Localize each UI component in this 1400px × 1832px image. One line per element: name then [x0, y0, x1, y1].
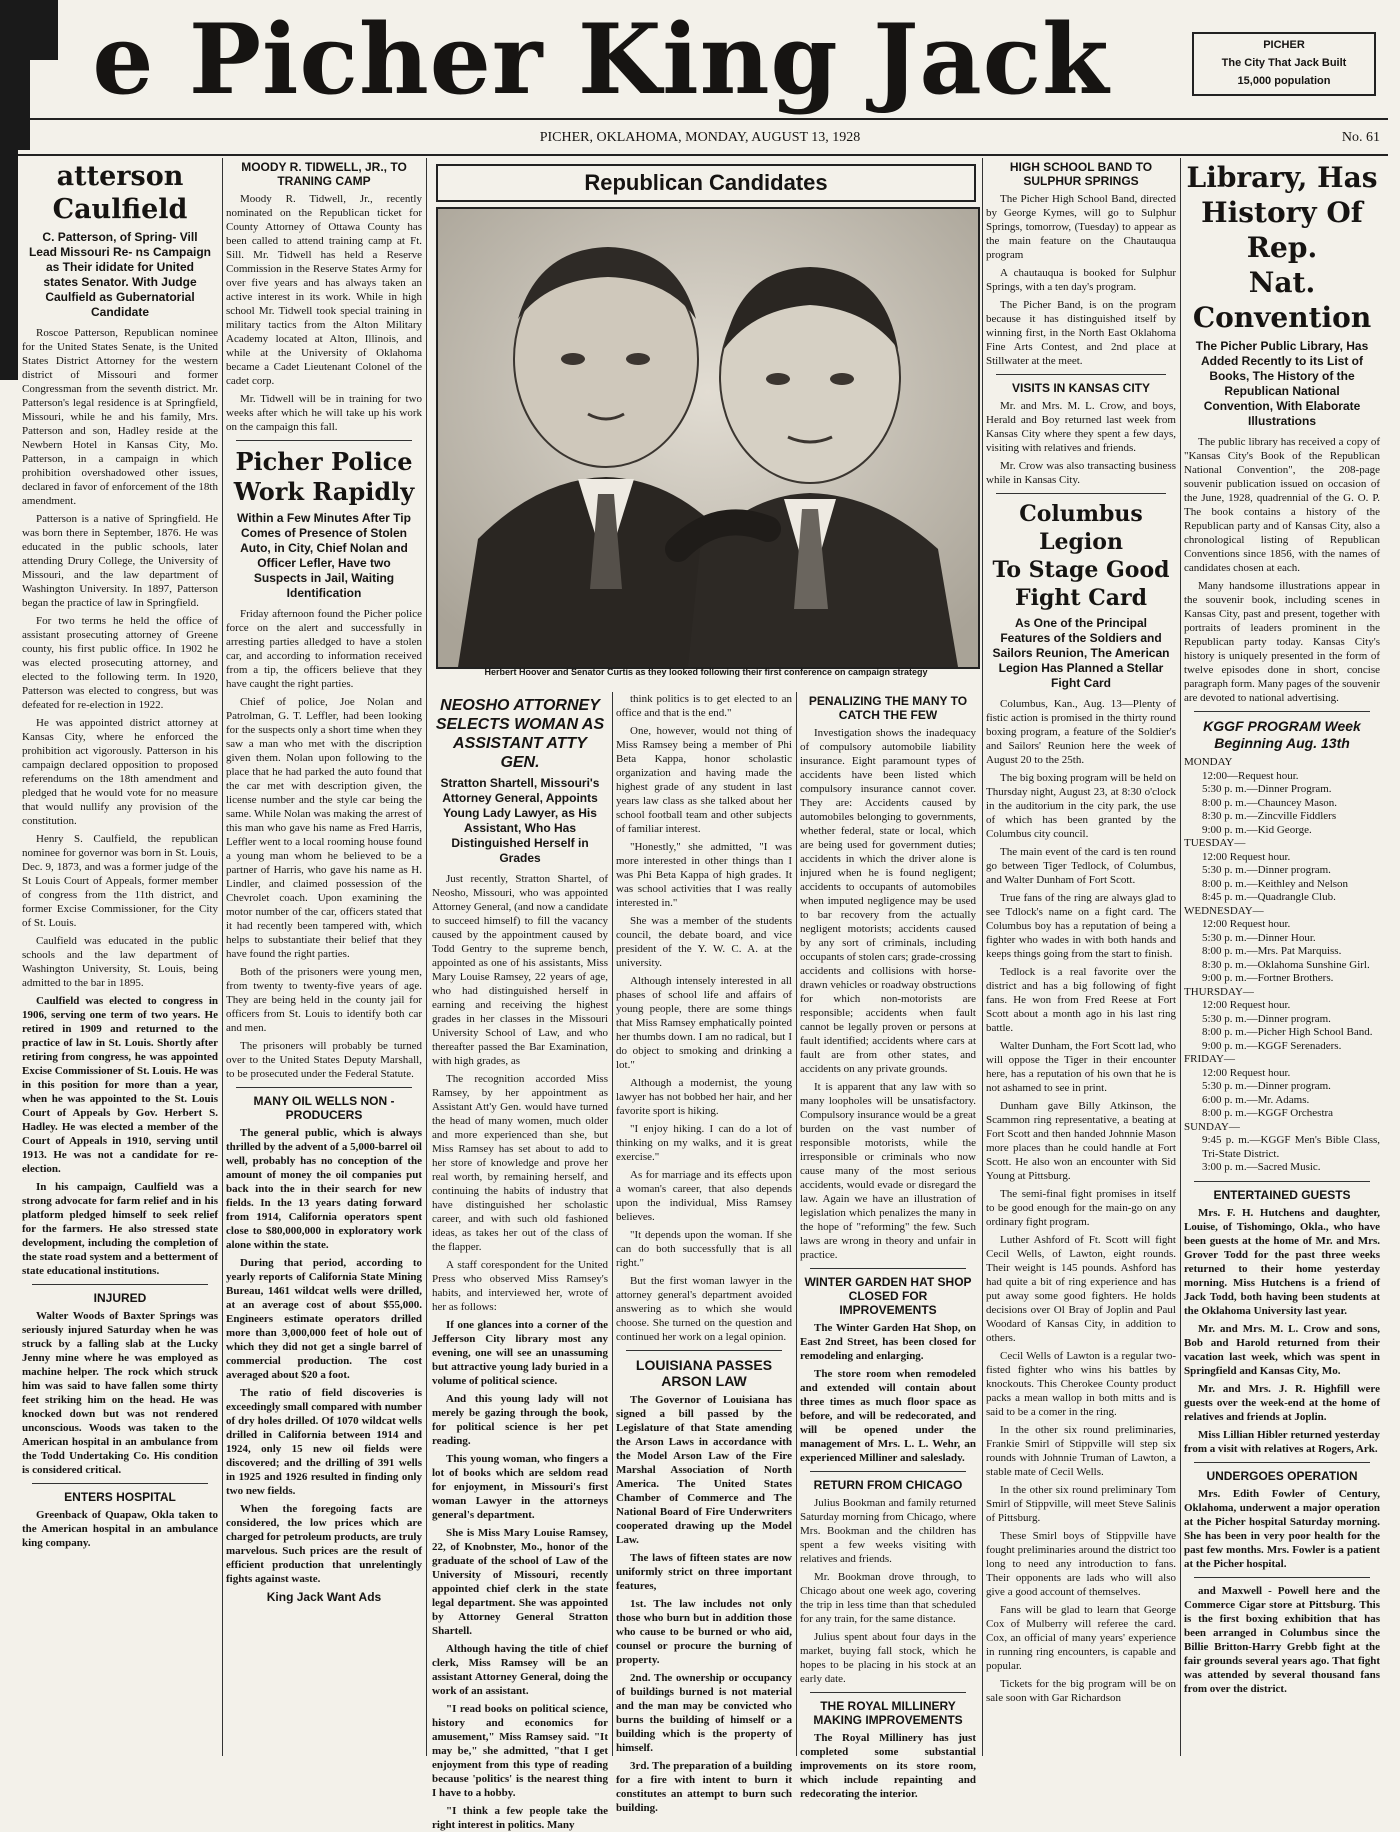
divider — [1194, 1181, 1370, 1182]
schedule-day: MONDAY — [1184, 756, 1233, 768]
paragraph: This young woman, who fingers a lot of books which are seldom read for enjoyment, in Missouri's first woman Lawyer in the attorneys general's department. — [432, 1453, 608, 1521]
paragraph: Friday afternoon found the Picher police force on the alert and successfully in arresting parties alledged to have a stolen car, and according to information received from a tip, the officers believe that they have caught the right parties. — [226, 608, 422, 690]
paragraph: Mr. Bookman drove through, to Chicago about one week ago, covering the trip in less time than that scheduled for any train, for the same distance. — [800, 1571, 976, 1625]
paragraph: Although a modernist, the young lawyer has not bobbed her hair, and her favorite sport is hiking. — [616, 1077, 792, 1117]
masthead — [0, 0, 1400, 118]
paragraph: The semi-final fight promises in itself to be good enough for the main-go on any ordinary fight program. — [986, 1188, 1176, 1228]
paragraph: These Smirl boys of Stippville have fought preliminaries around the district too long to need any introduction to fans. Their opponents are lads who will also give a good account of themselves. — [986, 1530, 1176, 1598]
headline-band: HIGH SCHOOL BAND TO SULPHUR SPRINGS — [1009, 160, 1153, 188]
column-rule — [222, 158, 223, 1756]
column-penalizing — [800, 692, 976, 1800]
paragraph: Chief of police, Joe Nolan and Patrolman, G. T. Leffler, had been looking for the suspects only a short time when they saw a man who met with the discription given them. Nolan upon following to the place that he had parked the auto found that the car met with description given, the license number and the style car being the same. While Nolan was making the arrest of this man who gave his name as Fred Harris, Leffler went to a local rooming house found a young man whom he believed to be a partner of Harris, who gave his name as H. Lindler, and claimed possession of the Chevrolet coach. Upon examining the motor number of the car, officers stated that it had recently been tampered with, which helps to substantiate their belief that they have found the right parties. — [226, 696, 422, 960]
headline-guests: ENTERTAINED GUESTS — [1213, 1187, 1351, 1202]
paragraph: The Picher Band, is on the program because it has distinguished itself by winning first, in the North East Oklahoma Fine Arts Contest, and 2nd place at Stillwater at the meet. — [986, 299, 1176, 367]
headline-penalizing: PENALIZING THE MANY TO CATCH THE FEW — [808, 694, 968, 722]
paragraph: Moody R. Tidwell, Jr., recently nominated on the Republican ticket for County Attorney of Ottawa County has been called to attend training camp at Ft. Sill. Mr. Tidwell has held a Reserve Commission in the Reserve States Army for over five years and has always taken an active interest in its work. While in high school Mr. Tidwell took special training in military tactics from the Alton Military Academy located at Alton, Illinois, and while at the University of Oklahoma became a Cadet Lieutenant Colonel of the cadet corp. — [226, 193, 422, 387]
paragraph: The recognition accorded Miss Ramsey, by her appointment as Assistant Att'y Gen. would have turned the head of many women, much older and more experienced than she, but Miss Ramsey has set about to add to her store of knowledge and prove her real worth, by remaining herself, and continuing the habits of industry that have distinguished her scholastic career, and with such old fashioned ideas, as takes her out of the class of the flapper. — [432, 1073, 608, 1253]
schedule-item: 12:00 Request hour. — [1202, 850, 1291, 863]
divider — [996, 493, 1166, 494]
column-rule — [426, 158, 427, 1756]
dateline-text: PICHER, OKLAHOMA, MONDAY, AUGUST 13, 1928 — [539, 130, 861, 145]
schedule-item: 8:30 p. m.—Oklahoma Sunshine Girl. — [1202, 958, 1370, 971]
schedule-item: 8:00 p. m.—Keithley and Nelson — [1202, 877, 1349, 890]
headline-neosho: NEOSHO ATTORNEY SELECTS WOMAN AS ASSISTANT ATTY GEN. — [435, 697, 605, 771]
column-rule — [612, 692, 613, 1756]
kggf-schedule — [1184, 756, 1380, 1175]
headline-line: Library, Has — [1186, 161, 1378, 194]
ear-box — [1192, 32, 1376, 96]
column-neosho — [432, 692, 608, 1831]
paragraph: Julius spent about four days in the market, buying fall stock, which he hopes to be placing in his stock at an early date. — [800, 1631, 976, 1685]
issue-number: No. 61 — [1341, 130, 1380, 145]
headline-republican-candidates: Republican Candidates — [436, 164, 976, 202]
ear-line: 15,000 population — [1237, 75, 1331, 87]
deck-legion: As One of the Principal Features of the Soldiers and Sailors Reunion, The American Legion Has Planned a Stellar Fight Card — [992, 616, 1170, 690]
paper-tear — [0, 150, 18, 380]
paragraph: Luther Ashford of Ft. Scott will fight Cecil Wells, of Lawton, eight rounds. Their weight is 145 pounds. Ashford has had quite a bit of ring experience and has put away some good fighters. He holds decisions over Ol Bray of Joplin and Paul Woodard of Kansas City, in addition to others. — [986, 1234, 1176, 1344]
schedule-item: 6:00 p. m.—Mr. Adams. — [1202, 1093, 1310, 1106]
paragraph: In his campaign, Caulfield was a strong advocate for farm relief and in his platform pledged himself to seek relief for the farmers. He also stressed state development, including the completion of the state road system and a betterment of state educational institutions. — [22, 1181, 218, 1277]
paragraph: Mr. and Mrs. M. L. Crow, and boys, Herald and Boy returned last week from Kansas City where they spent a few days, visiting with relatives and friends. — [986, 400, 1176, 454]
column-library-kggf — [1184, 158, 1380, 1756]
headline-tidwell: MOODY R. TIDWELL, JR., TO TRANING CAMP — [241, 160, 407, 188]
article-patterson — [22, 326, 218, 1278]
newspaper-title: e Picher King Jack — [92, 3, 1110, 116]
headline-line: Work Rapidly — [233, 477, 415, 506]
headline-line: To Stage Good — [992, 557, 1170, 583]
paragraph: Tickets for the big program will be on sale soon with Gar Richardson — [986, 1678, 1176, 1704]
paragraph: She was a member of the students council, the debate board, and vice president of the Y. W. C. A. at the university. — [616, 915, 792, 969]
divider — [626, 1350, 782, 1351]
photo-hoover-curtis — [436, 207, 980, 669]
divider — [996, 374, 1166, 375]
divider — [236, 1087, 412, 1088]
paragraph: Walter Dunham, the Fort Scott lad, who will oppose the Tiger in their encounter here, has a reputation of his own that he is not ashamed to see in print. — [986, 1040, 1176, 1094]
footer-want-ads: King Jack Want Ads — [266, 1590, 382, 1604]
column-rule — [982, 158, 983, 1756]
headline-arson: LOUISIANA PASSES ARSON LAW — [635, 1357, 773, 1389]
headline-kggf: KGGF PROGRAM Week Beginning Aug. 13th — [1203, 718, 1361, 751]
schedule-item: 8:00 p. m.—KGGF Orchestra — [1202, 1107, 1334, 1119]
paragraph: But the first woman lawyer in the attorney general's department avoided answering as to which she would choose. She turned on the question and continued her work on a legal opinion. — [616, 1275, 792, 1343]
paragraph: Mr. and Mrs. J. R. Highfill were guests over the week-end at the home of relatives and friends at Joplin. — [1184, 1382, 1380, 1423]
paragraph: Miss Lillian Hibler returned yesterday from a visit with relatives at Rogers, Ark. — [1184, 1428, 1380, 1455]
headline-injured: INJURED — [93, 1291, 147, 1305]
schedule-day: FRIDAY— — [1184, 1053, 1235, 1065]
schedule-item: 3:00 p. m.—Sacred Music. — [1202, 1161, 1321, 1173]
headline-library — [1184, 160, 1380, 335]
paragraph: Cecil Wells of Lawton is a regular two-fisted fighter who wins his battles by knockouts. This Cherokee County product packs a mean wallop in both mitts and is said to be a comer in the ring. — [986, 1350, 1176, 1418]
paragraph: The big boxing program will be held on Thursday night, August 23, at 8:30 o'clock in the auditorium in the city park, the use of which has been granted by the Columbus city council. — [986, 772, 1176, 840]
divider — [1194, 711, 1370, 712]
paragraph: Caulfield was educated in the public schools and the law department of Washington University, St. Louis, being admitted to the bar in 1895. — [22, 935, 218, 989]
deck-police: Within a Few Minutes After Tip Comes of Presence of Stolen Auto, in City, Chief Nolan and Officer Lefler, Have two Suspects in Jail, Waiting Identification — [237, 511, 411, 600]
paragraph: During that period, according to yearly reports of California State Mining Bureau, 1461 wildcat wells were drilled, at an average cost of about $55,000. Engineers estimate operators drilled more than 3,000,000 feet of hole out of which they did not get a single barrel of commercial production. The cost averaged about $20 a foot. — [226, 1257, 422, 1381]
paragraph: The ratio of field discoveries is exceedingly small compared with number of dry holes drilled. Of 1070 wildcat wells drilled in California between 1914 and 1924, only 15 new oil fields were discovered; and the drilling of 391 wells in 1925 and 1926 resulted in finding only two new fields. — [226, 1387, 422, 1497]
paragraph: A chautauqua is booked for Sulphur Springs, with a ten day's program. — [986, 267, 1176, 293]
paragraph: Patterson is a native of Springfield. He was born there in September, 1876. He was educated in the public schools, later attending Drury College, the University of Missouri, and the law department of Washington University. In 1897, Patterson began the practice of law in Springfield. — [22, 513, 218, 609]
schedule-day: TUESDAY— — [1184, 837, 1246, 849]
headline-police — [226, 447, 422, 507]
paper-tear — [0, 0, 30, 150]
schedule-item: 12:00 Request hour. — [1202, 918, 1291, 930]
paragraph: He was appointed district attorney at Kansas City, where he enforced the prohibition act vigorously. Patterson in his campaign declared opposition to proposed referendums on the 18th amendment and pledged that he would vote for no measure that would nullify any provision of the constitution. — [22, 717, 218, 827]
schedule-item: 8:00 p. m.—Mrs. Pat Marquiss. — [1202, 945, 1342, 957]
paragraph: Mrs. Edith Fowler of Century, Oklahoma, underwent a major operation at the Picher hospital Saturday morning. She has been in very poor health for the past few months. Mrs. Fowler is a patient at the Picher hospital. — [1184, 1487, 1380, 1570]
photo-caption: Herbert Hoover and Senator Curtis as they looked following their first conference on campaign strategy — [484, 667, 928, 677]
paragraph: think politics is to get elected to an office and that is the end." — [616, 693, 792, 719]
headline-line: Picher Police — [235, 447, 413, 476]
paragraph: Julius Bookman and family returned Saturday morning from Chicago, where Mrs. Bookman and the children has spent a few weeks visiting with relatives and friends. — [800, 1497, 976, 1565]
paragraph: If one glances into a corner of the Jefferson City library most any evening, one will see an unassuming but attractive young lady buried in a volume of political science. — [432, 1319, 608, 1387]
paragraph: Henry S. Caulfield, the republican nominee for governor was born in St. Louis, Dec. 9, 1873, and was a former judge of the St Louis Court of Appeals, former member of congress from the 11th district, and former Excise Commissioner, for the City of St. Louis. — [22, 833, 218, 929]
paragraph: Many handsome illustrations appear in the souvenir book, including scenes in Kansas City, past and present, together with portraits of leaders prominent in the Republican party today. Kansas City's history is uniquely presented in the form of twelve episodes done in short, concise paragraph form. Many pages of the souvenir are devoted to national advertising. — [1184, 580, 1380, 704]
paragraph: "I enjoy hiking. I can do a lot of thinking on my walks, and it is great exercise." — [616, 1123, 792, 1163]
paragraph: She is Miss Mary Louise Ramsey, 22, of Knobnster, Mo., honor of the graduate of the school of Law of the University of Missouri, recently appointed chief clerk in the state legal department. She was appointed by Attorney General Stratton Shartell. — [432, 1527, 608, 1637]
schedule-item: 8:00 p. m.—Chauncey Mason. — [1202, 796, 1338, 809]
paragraph: Mr. Tidwell will be in training for two weeks after which he will take up his work on the campaign this fall. — [226, 393, 422, 433]
paragraph: Tedlock is a real favorite over the district and has a big following of fight fans. He won from Fred Reese at Fort Scott about a month ago in his last ring battle. — [986, 966, 1176, 1034]
schedule-day: THURSDAY— — [1184, 985, 1254, 998]
column-rule — [796, 692, 797, 1756]
column-patterson — [22, 158, 218, 1756]
paragraph: The laws of fifteen states are now uniformly strict on three important features, — [616, 1552, 792, 1592]
paragraph: For two terms he held the office of assistant prosecuting attorney of Greene county, his first public office. In 1902 he was elected prosecuting attorney, and elected to the following term. In 1920, Patterson was elected to congress, but was defeated for re-election in 1922. — [22, 615, 218, 711]
paragraph: The public library has received a copy of "Kansas City's Book of the Republican National Convention", the 208-page souvenir publication issued on occasion of the June, 1928, quadrennial of the G. O. P. The book contains a history of the Republican party and of Kansas City, also a chronological listing of Republican Conventions since 1856, with the names of candidates chosen at each. — [1184, 436, 1380, 574]
schedule-item: 12:00—Request hour. — [1202, 769, 1299, 782]
deck-neosho: Stratton Shartell, Missouri's Attorney General, Appoints Young Lady Lawyer, as His Assistant, Who Has Distinguished Herself in Grades — [440, 776, 600, 865]
paragraph: Mr. and Mrs. M. L. Crow and sons, Bob and Harold returned from their vacation last week, which was spent in Springfield and Kansas City, Mo. — [1184, 1322, 1380, 1377]
column-ramsey-arson — [616, 692, 792, 1814]
paragraph: Both of the prisoners were young men, from twenty to twenty-five years of age. They are being held in the county jail for officers from St. Louis to identify both car and men. — [226, 966, 422, 1034]
ear-line: PICHER — [1263, 39, 1305, 51]
schedule-item: 9:45 p. m.—KGGF Men's Bible Class, Tri-State District. — [1202, 1134, 1380, 1160]
schedule-item: 8:00 p. m.—Picher High School Band. — [1202, 1026, 1373, 1038]
deck-patterson: C. Patterson, of Spring- Vill Lead Missouri Re- ns Campaign as Their ididate for United states Senator. With Judge Caulfield as Gubernatorial Candidate — [28, 230, 212, 319]
divider — [236, 440, 412, 441]
schedule-item: 12:00 Request hour. — [1202, 1066, 1291, 1079]
paragraph: "I read books on political science, history and economics for amusement," Miss Ramsey said. "It may be," she admitted, "that I get enjoyment from this type of reading because 'politics' is the nearest thing I have to a hobby. — [432, 1703, 608, 1799]
paragraph: Investigation shows the inadequacy of compulsory automobile liability insurance. Eight paramount types of accidents have been listed which compulsory insurance cannot cover. They are: Accidents caused by automobiles belonging to governments, whether federal, state or local, which are being used for government duties; accidents in which the driver alone is injured when he is found negligent; accidents to occupants of automobiles when imputed negligence may be used to bar recovery from the actually negligent motorists; accidents caused by any sort of criminals, including occupants of stolen cars; grade-crossing accidents and collisions with horse-drawn vehicles or roadway obstructions for which non-motorists are responsible; accidents when fault cannot be legally proven or persons at fault identified; accidents where cars at fault are from other states, and accidents on any private grounds. — [800, 727, 976, 1075]
paragraph: Just recently, Stratton Shartel, of Neosho, Missouri, who was appointed Attorney General, (and now a candidate to succeed himself) to fill the vacancy caused by the appointment caused by Todd Gentry to the supreme bench, appointed as one of his assistants, Miss Mary Louise Ramsey, 22 years of age, who had distinguished herself in earning and receiving the highest grades in her classes in the Missouri University School of Law, and who thereafter passed the Bar Examination, with high grades, as — [432, 873, 608, 1067]
headline-kansas-city: VISITS IN KANSAS CITY — [1011, 381, 1151, 395]
paragraph: The Winter Garden Hat Shop, on East 2nd Street, has been closed for remodeling and enlarging. — [800, 1322, 976, 1362]
divider — [810, 1268, 966, 1269]
schedule-item: 9:00 p. m.—Kid George. — [1202, 823, 1312, 836]
paragraph: The Governor of Louisiana has signed a bill passed by the Legislature of that State amending the Arson Laws in accordance with the Model Arson Law of the Fire Marshal Association of North America. The United States Chamber of Commerce and The National Board of Fire Underwriters cooperated drawing up the Model Law. — [616, 1394, 792, 1546]
schedule-item: 12:00 Request hour. — [1202, 999, 1291, 1011]
paragraph: Although having the title of chief clerk, Miss Ramsey will be an assistant Attorney General, doing the work of an assistant. — [432, 1643, 608, 1697]
divider — [810, 1692, 966, 1693]
paragraph: The general public, which is always thrilled by the advent of a 5,000-barrel oil well, probably has no conception of the amount of money the oil companies put back into the in their search for new fields. In the 13 years dating forward from 1914, California operators spent close to $80,000,000 in exploratory work alone within the state. — [226, 1127, 422, 1251]
masthead-rule — [12, 118, 1388, 120]
headline-millinery: THE ROYAL MILLINERY MAKING IMPROVEMENTS — [813, 1699, 963, 1727]
paragraph: "Honestly," she admitted, "I was more interested in other things than I was Phi Beta Kappa of high grades. It was school activities that I was really interested in." — [616, 841, 792, 909]
dateline — [12, 124, 1388, 152]
schedule-item: 9:00 p. m.—Fortner Brothers. — [1202, 972, 1334, 984]
column-band-legion — [986, 158, 1176, 1756]
paragraph: 1st. The law includes not only those who burn but in addition those who cause to be burned or who aid, counsel or procure the burning of property. — [616, 1598, 792, 1666]
headline-line: atterson — [56, 161, 184, 192]
paragraph: 2nd. The ownership or occupancy of buildings burned is not material and the man may be convicted who burns the building of himself or a building which is the property of himself. — [616, 1672, 792, 1754]
paragraph: And this young lady will not merely be gazing through the book, for political science is her pet reading. — [432, 1393, 608, 1447]
paragraph: Roscoe Patterson, Republican nominee for the United States Senate, is the United States District Attorney for the western district of Missouri and former Congressman from the seventh district. Mr. Patterson's legal residence is at Springfield, Missouri, while he and his family, Mrs. Patterson and son, Hadley reside at the Newbern Hotel in Kansas City, Mo. Patterson, in a campaign in which prohibition overshadowed other issues, declared in favor of enforcement of the 18th amendment. — [22, 327, 218, 507]
column-rule — [1180, 158, 1181, 1756]
paragraph: The Picher High School Band, directed by George Kymes, will go to Sulphur Springs, tomorrow, (Tuesday) to appear as the main feature on the Chautauqua program — [986, 193, 1176, 261]
headline-oil-wells: MANY OIL WELLS NON - PRODUCERS — [253, 1094, 395, 1122]
schedule-item: 9:00 p. m.—KGGF Serenaders. — [1202, 1039, 1342, 1052]
paragraph: "I think a few people take the right interest in politics. Many — [432, 1805, 608, 1831]
headline-line: Caulfield — [52, 194, 188, 225]
headline-legion — [986, 500, 1176, 612]
paragraph: Mrs. F. H. Hutchens and daughter, Louise, of Tishomingo, Okla., who have been guests at the home of Mr. and Mrs. Grover Todd for the past three weeks returned to their home yesterday morning. Miss Hutchens is a friend of Jack Todd, both having been students at the Oklahoma University last year. — [1184, 1206, 1380, 1317]
deck-library: The Picher Public Library, Has Added Recently to its List of Books, The History of the Republican National Convention, With Elaborate Illustrations — [1195, 339, 1369, 428]
paragraph: When the foregoing facts are considered, the low prices which are charged for petroleum products, are truly marvelous. Such prices are the result of efficient production that unrelentingly fights against waste. — [226, 1503, 422, 1585]
paragraph: In the other six round preliminaries, Frankie Smirl of Stippville will step six rounds with Johnnie Truman of Lawton, a stable mate of Cecil Wells. — [986, 1424, 1176, 1478]
schedule-day: WEDNESDAY— — [1184, 904, 1264, 917]
divider — [810, 1471, 966, 1472]
article-injured: Walter Woods of Baxter Springs was seriously injured Saturday when he was struck by a falling slab at the Lucky Jenny mine where he was employed as machine helper. The rock which struck him was said to have fallen some thirty feet striking him on the head. He was knocked down but was not rendered unconscious. Woods was taken to the American hospital in an ambulance from the Todd Undertaking Co. His condition is considered critical. — [22, 1310, 218, 1476]
schedule-item: 8:30 p. m.—Zincville Fiddlers — [1202, 810, 1337, 822]
paragraph: It is apparent that any law with so many loopholes will be unsatisfactory. Compulsory insurance would be a great burden on the vast number of responsible motorists, while the irresponsible or criminals who now cause many of the most serious accidents, would evade or disregard the law. Again we have an illustration of legislation which penalizes the many in the hope of "reforming" the few. Such laws are wrong in theory and unfair in practice. — [800, 1081, 976, 1261]
paragraph: The Royal Millinery has just completed some substantial improvements on its store room, which include repainting and redecorating the interior. — [800, 1732, 976, 1800]
headline-line: Fight Card — [1015, 585, 1147, 611]
paragraph: Mr. Crow was also transacting business while in Kansas City. — [986, 460, 1176, 486]
dateline-rule — [12, 154, 1388, 156]
photo-image — [438, 209, 978, 667]
headline-line: History Of Rep. — [1201, 196, 1363, 264]
paragraph: "It depends upon the woman. If she can do both successfully that is all right." — [616, 1229, 792, 1269]
headline-operation: UNDERGOES OPERATION — [1206, 1468, 1358, 1483]
article-enters-hospital: Greenback of Quapaw, Okla taken to the American hospital in an ambulance king company. — [22, 1509, 218, 1549]
paragraph: As for marriage and its effects upon a woman's career, that also depends upon the individual, Miss Ramsey believes. — [616, 1169, 792, 1223]
paper-tear — [30, 0, 58, 60]
paragraph: In the other six round preliminary Tom Smirl of Stippville, will meet Steve Salinis of Pittsburg. — [986, 1484, 1176, 1524]
headline-patterson — [22, 160, 218, 226]
schedule-item: 5:30 p. m.—Dinner program. — [1202, 1080, 1331, 1092]
schedule-item: 5:30 p. m.—Dinner Program. — [1202, 783, 1332, 795]
ear-line: The City That Jack Built — [1221, 57, 1347, 69]
schedule-day: SUNDAY— — [1184, 1120, 1240, 1133]
paragraph: Caulfield was elected to congress in 1906, serving one term of two years. He retired in 1909 and returned to the practice of law in St. Louis. Shortly after retiring from congress, he was appointed Excise Commissioner of St. Louis. He was in this position for more than a year, when he was appointed to the St. Louis Court of Appeals by Gov. Herbert S. Hadley. He was elected a member of the Court of Appeals in 1910, serving until 1913. He was not a candidate for re-election. — [22, 995, 218, 1175]
schedule-item: 5:30 p. m.—Dinner program. — [1202, 864, 1331, 876]
paragraph: The store room when remodeled and extended will contain about three times as much floor space as before, and will be redecorated, and will be opened under the management of Mrs. L. L. Wehr, an experienced Milliner and saleslady. — [800, 1368, 976, 1464]
schedule-item: 5:30 p. m.—Dinner Hour. — [1202, 931, 1316, 944]
paragraph: True fans of the ring are always glad to see Tdlock's name on a fight card. The Columbus boy has a reputation of being a fighter who wades in with both hands and keeps things going from the start to finish. — [986, 892, 1176, 960]
headline-line: Nat. Convention — [1192, 266, 1372, 334]
headline-enters-hospital: ENTERS HOSPITAL — [64, 1490, 176, 1504]
divider — [32, 1284, 208, 1285]
divider — [32, 1483, 208, 1484]
paragraph: The prisoners will probably be turned over to the United States Deputy Marshall, to be prosecuted under the Federal Statute. — [226, 1040, 422, 1080]
paragraph: Dunham gave Billy Atkinson, the Scammon ring representative, a beating at Fort Scott and then handed Johnnie Mason more places than he could handle at Fort Scott. He also won an encounter with Sid Young at Pittsburg. — [986, 1100, 1176, 1182]
headline-line: Columbus Legion — [1019, 501, 1143, 555]
paragraph: 3rd. The preparation of a building for a fire with intent to burn it constitutes an attempt to burn such building. — [616, 1760, 792, 1814]
schedule-item: 8:45 p. m.—Quadrangle Club. — [1202, 891, 1336, 903]
paragraph: The main event of the card is ten round go between Tiger Tedlock, of Columbus, and Walter Dunham of Fort Scott. — [986, 846, 1176, 886]
paragraph: Columbus, Kan., Aug. 13—Plenty of fistic action is promised in the thirty round boxing program, a feature of the Soldier's and Sailors' Reunion here the week of August 20 to the 25th. — [986, 698, 1176, 766]
paragraph: Although intensely interested in all phases of school life and affairs of young people, there are some things that Miss Ramsey emphatically pointed her thumbs down. I am no radical, but I do object to smoking and drinking a lot." — [616, 975, 792, 1071]
headline-hat-shop: WINTER GARDEN HAT SHOP CLOSED FOR IMPROVEMENTS — [804, 1275, 972, 1317]
paragraph: Fans will be glad to learn that George Cox of Mulberry will referee the card. Cox, an official of many years' experience in running ring encounters, is capable and popular. — [986, 1604, 1176, 1672]
paragraph: and Maxwell - Powell here and the Commerce Cigar store at Pittsburg. This is the first boxing exhibition that has been arranged in Columbus since the Billie Britton-Harry Grebb fight at the fair grounds several years ago. That fight was attended by several thousand fans from over the district. — [1184, 1584, 1380, 1695]
paragraph: One, however, would not thing of Miss Ramsey being a member of Phi Beta Kappa, honor scholastic organization and having made the highest grade of any student in last years law class as she talked about her school football team and other subjects of familiar interest. — [616, 725, 792, 835]
schedule-item: 5:30 p. m.—Dinner program. — [1202, 1012, 1331, 1025]
column-tidwell-police-oil — [226, 158, 422, 1756]
headline-chicago: RETURN FROM CHICAGO — [813, 1478, 963, 1492]
divider — [1194, 1462, 1370, 1463]
divider — [1194, 1577, 1370, 1578]
paragraph: A staff corespondent for the United Press who observed Miss Ramsey's habits, and interviewed her, wrote of her as follows: — [432, 1259, 608, 1313]
